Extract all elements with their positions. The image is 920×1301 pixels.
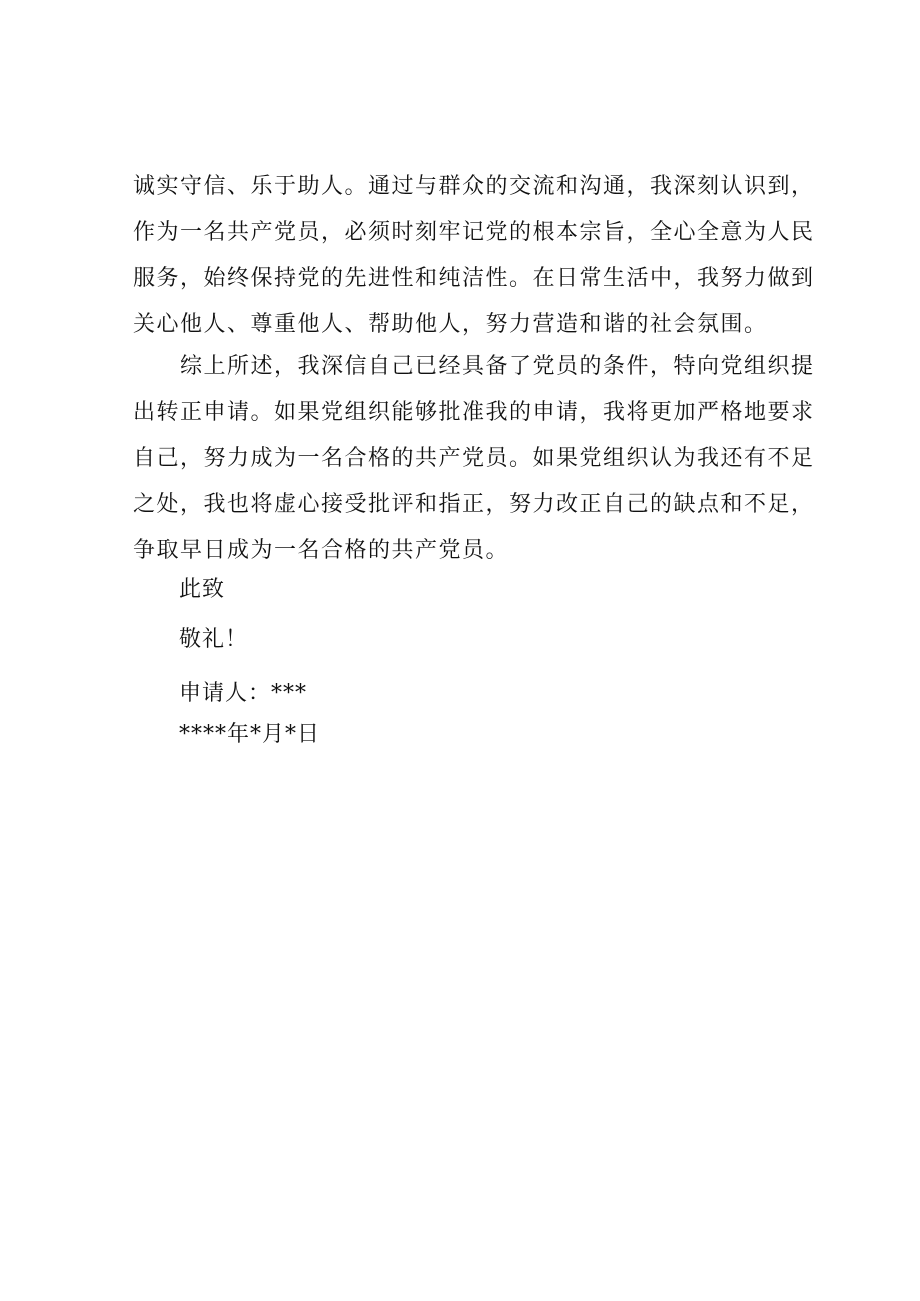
text-line: 关心他人、尊重他人、帮助他人，努力营造和谐的社会氛围。: [133, 312, 768, 337]
text-line: 诚实守信、乐于助人。通过与群众的交流和沟通，我深刻认识到，: [133, 174, 815, 199]
paragraph-character-description: [133, 164, 815, 348]
paragraph-conclusion: [133, 344, 815, 574]
closing-salutation: 此致: [179, 577, 226, 602]
text-line: 综上所述，我深信自己已经具备了党员的条件，特向党组织提: [133, 354, 815, 379]
text-line: 争取早日成为一名合格的共产党员。: [133, 538, 510, 563]
text-line: 之处，我也将虚心接受批评和指正，努力改正自己的缺点和不足，: [133, 492, 815, 517]
applicant-signature: 申请人：***: [179, 681, 308, 706]
text-line: 服务，始终保持党的先进性和纯洁性。在日常生活中，我努力做到: [133, 266, 815, 291]
text-line: 自己，努力成为一名合格的共产党员。如果党组织认为我还有不足: [133, 446, 815, 471]
text-line: 作为一名共产党员，必须时刻牢记党的根本宗旨，全心全意为人民: [133, 220, 815, 245]
application-date: ****年*月*日: [179, 722, 321, 747]
closing-regards: 敬礼！: [179, 627, 249, 652]
text-line: 出转正申请。如果党组织能够批准我的申请，我将更加严格地要求: [133, 400, 815, 425]
